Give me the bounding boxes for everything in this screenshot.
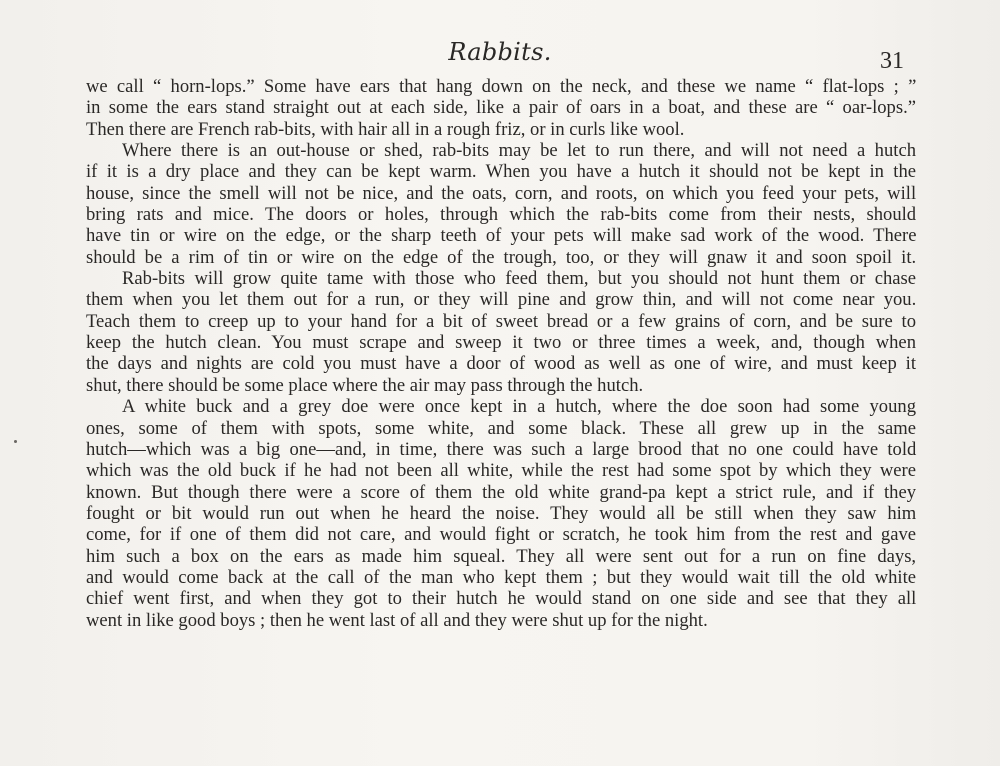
text-line: Then there are French rab-bits, with hair all in a rough friz, or in curls like wool. bbox=[86, 118, 685, 140]
text-line: come, for if one of them did not care, and would fight or scratch, he took him from the rest and gave bbox=[86, 524, 916, 546]
text-line: if it is a dry place and they can be kept warm. When you have a hutch it should not be kept in the bbox=[86, 161, 916, 183]
text-line: Teach them to creep up to your hand for a bit of sweet bread or a few grains of corn, and be sure to bbox=[86, 310, 916, 332]
running-title: Rabbits. bbox=[448, 38, 552, 66]
text-line: chief went first, and when they got to their hutch he would stand on one side and see that they all bbox=[86, 588, 917, 610]
text-line: them when you let them out for a run, or they will pine and grow thin, and will not come near you. bbox=[86, 289, 917, 311]
text-line: should be a rim of tin or wire on the edge of the trough, too, or they will gnaw it and soon spoil it. bbox=[86, 246, 917, 268]
text-line: Rab-bits will grow quite tame with those who feed them, but you should not hunt them or chase bbox=[122, 268, 916, 290]
text-line: went in like good boys ; then he went last of all and they were shut up for the night. bbox=[86, 609, 708, 631]
text-line: fought or bit would run out when he heard the noise. They would all be still when they saw him bbox=[86, 502, 917, 524]
text-line: ones, some of them with spots, some white, and some black. These all grew up in the same bbox=[86, 417, 916, 439]
text-line: keep the hutch clean. You must scrape and sweep it two or three times a week, and, though when bbox=[86, 332, 916, 354]
text-line: hutch—which was a big one—and, in time, there was such a large brood that no one could have told bbox=[86, 438, 917, 460]
page-number: 31 bbox=[880, 48, 904, 74]
text-line: house, since the smell will not be nice, and the oats, corn, and roots, on which you feed your pets, will bbox=[86, 182, 917, 204]
text-line: known. But though there were a score of them the old white grand-pa kept a strict rule, and if they bbox=[86, 481, 916, 503]
text-line: have tin or wire on the edge, or the sharp teeth of your pets will make sad work of the wood. There bbox=[86, 225, 917, 247]
text-line: we call “ horn-lops.” Some have ears that hang down on the neck, and these we name “ flat-lops ; ” bbox=[86, 76, 917, 97]
text-line: bring rats and mice. The doors or holes, through which the rab-bits come from their nests, should bbox=[86, 204, 917, 226]
body-text bbox=[86, 76, 916, 631]
text-line: and would come back at the call of the man who kept them ; but they would wait till the old white bbox=[86, 566, 916, 588]
text-line: A white buck and a grey doe were once kept in a hutch, where the doe soon had some young bbox=[122, 396, 916, 418]
paper-speck bbox=[14, 440, 17, 443]
text-line: the days and nights are cold you must have a door of wood as well as one of wire, and must keep it bbox=[86, 353, 916, 375]
text-line: in some the ears stand straight out at each side, like a pair of oars in a boat, and these are “ oar-lops.” bbox=[86, 97, 916, 119]
text-line: him such a box on the ears as made him squeal. They all were sent out for a run on fine days, bbox=[86, 545, 917, 567]
text-line: shut, there should be some place where the air may pass through the hutch. bbox=[86, 374, 644, 396]
text-line: which was the old buck if he had not been all white, while the rest had some spot by which they were bbox=[86, 460, 916, 482]
text-line: Where there is an out-house or shed, rab-bits may be let to run there, and will not need a hutch bbox=[122, 140, 916, 162]
